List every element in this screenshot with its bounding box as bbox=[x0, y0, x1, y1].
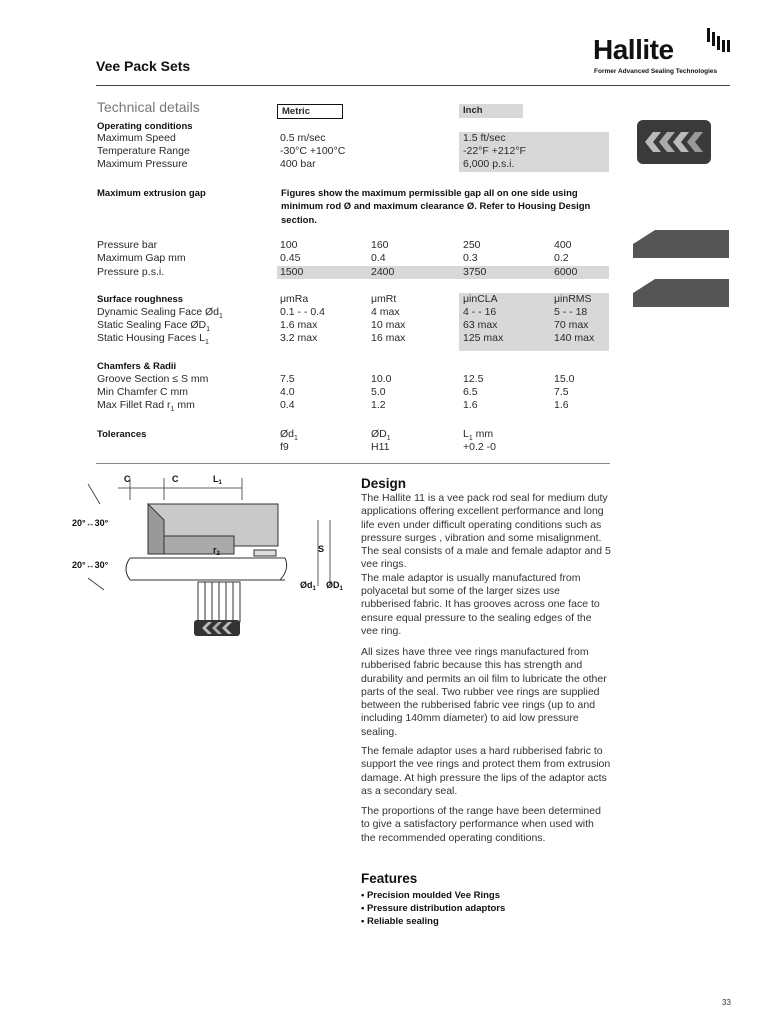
ext-value: 100 bbox=[280, 239, 298, 251]
logo-tagline: Former Advanced Sealing Technologies bbox=[594, 68, 718, 75]
rod-end bbox=[126, 558, 130, 580]
ext-label-psi: Pressure p.s.i. bbox=[97, 266, 165, 278]
ext-value: 6000 bbox=[554, 266, 578, 278]
chamfers-heading: Chamfers & Radii bbox=[97, 361, 177, 372]
page-title: Vee Pack Sets bbox=[96, 58, 191, 74]
roughness-label-dynamic: Dynamic Sealing Face $Ød_1$ bbox=[97, 306, 223, 321]
tolerances-heading: Tolerances bbox=[97, 429, 147, 440]
ext-value: 250 bbox=[463, 239, 481, 251]
chamfer-label-groove: Groove Section ≤ S mm bbox=[97, 373, 209, 385]
chamfer-value: 10.0 bbox=[371, 373, 392, 385]
chamfer-value: 5.0 bbox=[371, 386, 386, 398]
logo-mark-icon bbox=[706, 28, 732, 54]
logo-wordmark: Hallite bbox=[593, 34, 674, 65]
section-number-graphic bbox=[633, 224, 729, 314]
op-label-pressure: Maximum Pressure bbox=[97, 158, 188, 170]
roughness-value: 10 max bbox=[371, 319, 406, 331]
label-c-left: C bbox=[124, 474, 131, 484]
chamfer-value: 4.0 bbox=[280, 386, 295, 398]
vee-pack-thumbnail-icon bbox=[637, 120, 711, 164]
design-paragraph: The proportions of the range have been determined to give a satisfactory performance when used with the recommended operating conditions. bbox=[361, 805, 601, 844]
chamfer-value: 15.0 bbox=[554, 373, 575, 385]
section-rule bbox=[96, 463, 610, 464]
extrusion-note: Figures show the maximum permissible gap all on one side using minimum rod Ø and maximum clearance Ø. Refer to Housing Design section. bbox=[281, 188, 591, 226]
op-inch-pressure: 6,000 p.s.i. bbox=[463, 158, 515, 170]
label-l1: $L_1$ bbox=[213, 474, 222, 486]
roughness-value: 5 - - 18 bbox=[554, 306, 588, 318]
label-angle-top: 20°↔30° bbox=[72, 518, 109, 528]
label-s: S bbox=[318, 544, 325, 554]
design-heading: Design bbox=[361, 476, 407, 491]
roughness-value: 125 max bbox=[463, 332, 504, 344]
label-r2: $r_2$ bbox=[213, 545, 220, 557]
ext-value: 400 bbox=[554, 239, 572, 251]
technical-details-title: Technical details bbox=[97, 99, 200, 115]
roughness-label-static: Static Sealing Face $ØD_1$ bbox=[97, 319, 211, 334]
roughness-value: 1.6 max bbox=[280, 319, 318, 331]
chamfer-value: 0.4 bbox=[280, 399, 295, 411]
op-label-speed: Maximum Speed bbox=[97, 132, 176, 144]
metric-column-label: Metric bbox=[277, 104, 343, 119]
chamfer-label-min: Min Chamfer C mm bbox=[97, 386, 189, 398]
chamfer-value: 1.6 bbox=[554, 399, 569, 411]
roughness-heading: Surface roughness bbox=[97, 294, 184, 305]
op-inch-speed: 1.5 ft/sec bbox=[463, 132, 506, 144]
roughness-value: 63 max bbox=[463, 319, 498, 331]
inch-column-label: Inch bbox=[459, 104, 523, 118]
ext-value: 0.4 bbox=[371, 252, 386, 264]
roughness-unit: μinCLA bbox=[463, 293, 498, 305]
tolerance-value: +0.2 -0 bbox=[463, 441, 496, 453]
roughness-unit: μmRt bbox=[371, 293, 397, 305]
op-metric-speed: 0.5 m/sec bbox=[280, 132, 326, 144]
extrusion-heading: Maximum extrusion gap bbox=[97, 188, 206, 199]
vee-pack-section bbox=[194, 620, 240, 636]
chamfer-label-fillet: Max Fillet Rad $r_1$ mm bbox=[97, 399, 195, 414]
chamfer-value: 1.6 bbox=[463, 399, 478, 411]
tolerance-symbol: $Ød_1$ bbox=[280, 428, 298, 443]
chamfer-value: 7.5 bbox=[280, 373, 295, 385]
tolerance-symbol: $ØD_1$ bbox=[371, 428, 391, 443]
rod-break bbox=[280, 558, 287, 580]
roughness-value: 70 max bbox=[554, 319, 589, 331]
seal-cross-section-drawing bbox=[60, 470, 350, 640]
tolerance-value: H11 bbox=[371, 441, 390, 453]
chamfer-value: 7.5 bbox=[554, 386, 569, 398]
design-paragraph: The female adaptor uses a hard rubberised fabric to support the vee rings and protect them from extrusion damage. At high pressure the lips of the adaptor acts as a secondary seal. bbox=[361, 745, 611, 797]
label-D1: $ØD_1$ bbox=[326, 580, 343, 592]
roughness-unit: μmRa bbox=[280, 293, 309, 305]
features-heading: Features bbox=[361, 871, 418, 886]
label-d1: $Ød_1$ bbox=[300, 580, 316, 592]
chamfer-value: 6.5 bbox=[463, 386, 478, 398]
op-inch-temp: -22°F +212°F bbox=[463, 145, 526, 157]
roughness-value: 4 max bbox=[371, 306, 400, 318]
chamfer-value: 1.2 bbox=[371, 399, 386, 411]
feature-item: • Precision moulded Vee Rings bbox=[361, 890, 501, 901]
ext-value: 0.45 bbox=[280, 252, 301, 264]
ext-value: 0.3 bbox=[463, 252, 478, 264]
ext-value: 0.2 bbox=[554, 252, 569, 264]
design-paragraph: The Hallite 11 is a vee pack rod seal for medium duty applications offering excellent performance and long life even under difficult operating conditions such as pressure surges , vibration and some misalignment. The seal consists of a male and female adaptor and 5 vee rings. The male adaptor is usually manufactured from polyacetal but some of the larger sizes use rubberised fabric. It has grooves across one face to ensure equal pressure to the sealing edges of the vee ring. bbox=[361, 492, 611, 637]
chamfer-value: 12.5 bbox=[463, 373, 484, 385]
vee-ring-area bbox=[164, 536, 234, 554]
roughness-value: 4 - - 16 bbox=[463, 306, 497, 318]
header-rule bbox=[96, 85, 730, 86]
page-number: 33 bbox=[722, 998, 731, 1007]
label-c-right: C bbox=[172, 474, 179, 484]
tolerance-value: f9 bbox=[280, 441, 289, 453]
roughness-label-housing: Static Housing Faces $L_1$ bbox=[97, 332, 209, 347]
tolerance-symbol: $L_1$ mm bbox=[463, 428, 494, 443]
roughness-unit: μinRMS bbox=[554, 293, 592, 305]
operating-heading: Operating conditions bbox=[97, 121, 193, 132]
op-metric-temp: -30°C +100°C bbox=[280, 145, 346, 157]
ext-label-gap: Maximum Gap mm bbox=[97, 252, 186, 264]
op-label-temp: Temperature Range bbox=[97, 145, 190, 157]
ext-label-bar: Pressure bar bbox=[97, 239, 158, 251]
groove-step bbox=[254, 550, 276, 556]
design-paragraph: All sizes have three vee rings manufactured from rubberised fabric because this has strength and durability and permits an oil film to lubricate the other parts of the seal. Two rubber vee rings are supplied between the rubberised fabric vee rings (up to and including 140mm diameter) to aid low pressure sealing. bbox=[361, 646, 607, 738]
roughness-value: 0.1 - - 0.4 bbox=[280, 306, 325, 318]
feature-item: • Reliable sealing bbox=[361, 916, 439, 927]
op-metric-pressure: 400 bar bbox=[280, 158, 316, 170]
ext-value: 2400 bbox=[371, 266, 395, 278]
ext-value: 1500 bbox=[280, 266, 304, 278]
roughness-value: 140 max bbox=[554, 332, 595, 344]
hallite-logo bbox=[593, 28, 733, 78]
ext-value: 160 bbox=[371, 239, 389, 251]
label-angle-bottom: 20°↔30° bbox=[72, 560, 109, 570]
roughness-value: 16 max bbox=[371, 332, 406, 344]
feature-item: • Pressure distribution adaptors bbox=[361, 903, 506, 914]
roughness-value: 3.2 max bbox=[280, 332, 318, 344]
ext-value: 3750 bbox=[463, 266, 487, 278]
